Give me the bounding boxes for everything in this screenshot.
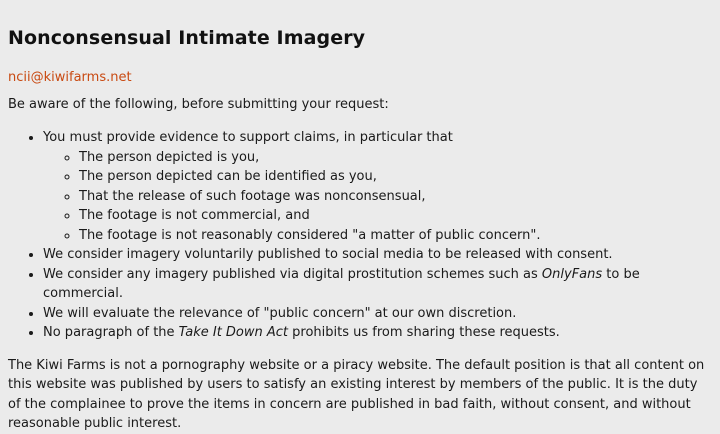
evidence-sublist [43,148,716,246]
onlyfans-emphasis: OnlyFans [541,266,603,282]
page-title: Nonconsensual Intimate Imagery [8,27,366,49]
list-item: ◦ The footage is not commercial, and [79,206,716,226]
list-item: ◦ That the release of such footage was nonconsensual, [79,187,716,207]
take-it-down-act-emphasis: Take It Down Act [178,325,289,340]
contact-email-link[interactable]: ncii@kiwifarms.net [8,70,132,85]
list-item: ◦ The footage is not reasonably considered "a matter of public concern". [79,226,716,246]
requirements-list [8,128,716,343]
list-item: ◦ The person depicted can be identified as you, [79,167,716,187]
list-item-take-it-down-act [43,323,716,343]
intro-text: Be aware of the following, before submitting your request: [8,96,389,112]
evidence-lead-text: You must provide evidence to support claims, in particular that [43,130,453,145]
commercial-suffix-text: to be commercial. [43,266,640,301]
act-prefix-text: No paragraph of the [43,325,179,340]
list-item: ◦ The person depicted is you, [79,148,716,168]
list-item-commercial [43,265,716,304]
content-page [8,24,716,434]
list-item-public-concern: • We will evaluate the relevance of "public concern" at our own discretion. [43,304,716,324]
act-suffix-text: prohibits us from sharing these requests. [288,325,560,340]
list-item-evidence [43,128,716,245]
list-item-consent: • We consider imagery voluntarily published to social media to be released with consent. [43,245,716,265]
commercial-prefix-text: We consider any imagery published via digital prostitution schemes such as [43,266,542,282]
closing-paragraph: The Kiwi Farms is not a pornography website or a piracy website. The default position is that all content on this website was published by users to satisfy an existing interest by members of the public. It is the duty of the complainee to prove the items in concern are published in bad faith, without consent, and without reasonable public interest. [8,357,705,431]
